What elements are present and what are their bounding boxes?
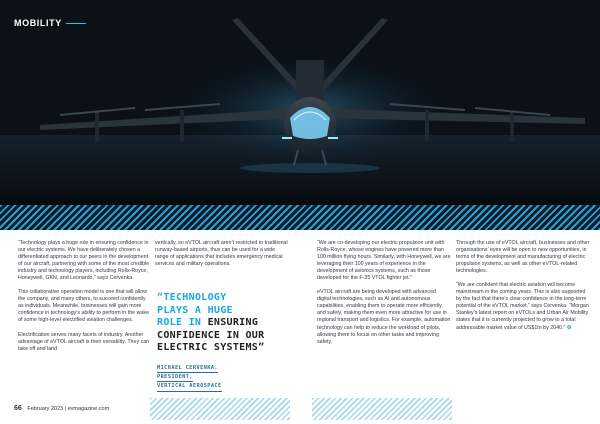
hero-image bbox=[0, 0, 600, 205]
paragraph: This collaborative operation model is one that will allow the company, and many others, to succeed confidently as individuals. Meanwhile, businesses will gain more confidence in technology’s ability to perform in the wake of some high-level electrified aviation challenges. bbox=[18, 289, 149, 324]
quote-attribution bbox=[157, 364, 277, 392]
pull-quote-line: CONFIDENCE IN OUR bbox=[157, 329, 265, 341]
text-column-1 bbox=[18, 240, 152, 360]
attribution-title: PRESIDENT, bbox=[157, 373, 193, 382]
pull-quote-text: ENSURING bbox=[201, 317, 259, 328]
pull-quote-line: “TECHNOLOGY bbox=[157, 292, 227, 303]
section-underline bbox=[66, 23, 86, 24]
paragraph: “Technology plays a huge role in ensuring confidence in our electric systems. We have deliberately chosen a differentiated approach to our peers in the development of our aircraft, partnering with some of the most credible industry and technology players, including Rolls-Royce, Honeywell, GKN, and Leonardo,” says Cervenka. bbox=[18, 240, 150, 282]
hatch-decoration bbox=[150, 398, 290, 420]
pull-quote-highlight: ROLE IN bbox=[157, 317, 202, 328]
text-column-4 bbox=[456, 240, 590, 339]
text-column-2 bbox=[155, 240, 289, 275]
paragraph-text: “We are confident that electric aviation will become mainstream in the coming years. This is also supported by the fact that there’s clear confidence in the long-term potential of the eVTOL market,” says Cervenka. “Morgan Stanley’s latest report on eVTOLs and Urban Air Mobility states that it is currently projected to grow to a total addressable market value of US$1tn by 2040.” bbox=[456, 282, 589, 331]
attribution-name: MICHAEL CERVENKA, bbox=[157, 364, 218, 373]
aircraft-illustration bbox=[0, 0, 600, 205]
paragraph bbox=[456, 282, 590, 331]
end-mark-icon: ⚙ bbox=[566, 324, 572, 331]
hatch-divider bbox=[0, 205, 600, 230]
pull-quote bbox=[157, 292, 297, 355]
text-column-3 bbox=[317, 240, 451, 353]
section-label: MOBILITY bbox=[14, 18, 62, 28]
pull-quote-line: PLAYS A HUGE bbox=[157, 304, 233, 316]
page-footer bbox=[14, 405, 109, 412]
paragraph: Electrification serves many facets of industry. Another advantage of eVTOL aircraft is their versatility. They can take off and land bbox=[18, 331, 150, 352]
paragraph: Through the use of eVTOL aircraft, businesses and other organisations’ eyes will be open to new opportunities, in terms of the development and manufacturing of electric propulsion systems, as well as other eVTOL-related technologies. bbox=[456, 240, 590, 275]
attribution-company: VERTICAL AEROSPACE bbox=[157, 382, 222, 391]
paragraph: “We are co-developing our electric propulsion unit with Rolls-Royce, whose engines have powered more than 100 million flying hours. Similarly, with Honeywell, we are leveraging their 100 years of experience in the development of avionics systems, such as those developed for the F-35 VTOL fighter jet.” bbox=[317, 240, 451, 282]
paragraph: vertically, so eVTOL aircraft aren’t restricted to traditional runway-based airports, thus can be used for a wide range of applications that includes emergency medical services and military operations. bbox=[155, 240, 288, 268]
paragraph: eVTOL aircraft are being developed with advanced digital technologies, such as AI and autonomous capabilities, enabling them to operate more efficiently and safely, making them even more attractive for use in regional transport and logistics. For example, automation technology can help to reduce the workload of pilots, allowing them to focus on other tasks and improving safety. bbox=[317, 289, 451, 345]
hatch-decoration bbox=[312, 398, 452, 420]
page-number: 66 bbox=[14, 405, 22, 412]
pull-quote-line: ELECTRIC SYSTEMS” bbox=[157, 342, 265, 353]
pull-quote-line bbox=[157, 317, 297, 330]
issue-info: February 2023 | evmagazine.com bbox=[27, 406, 110, 412]
